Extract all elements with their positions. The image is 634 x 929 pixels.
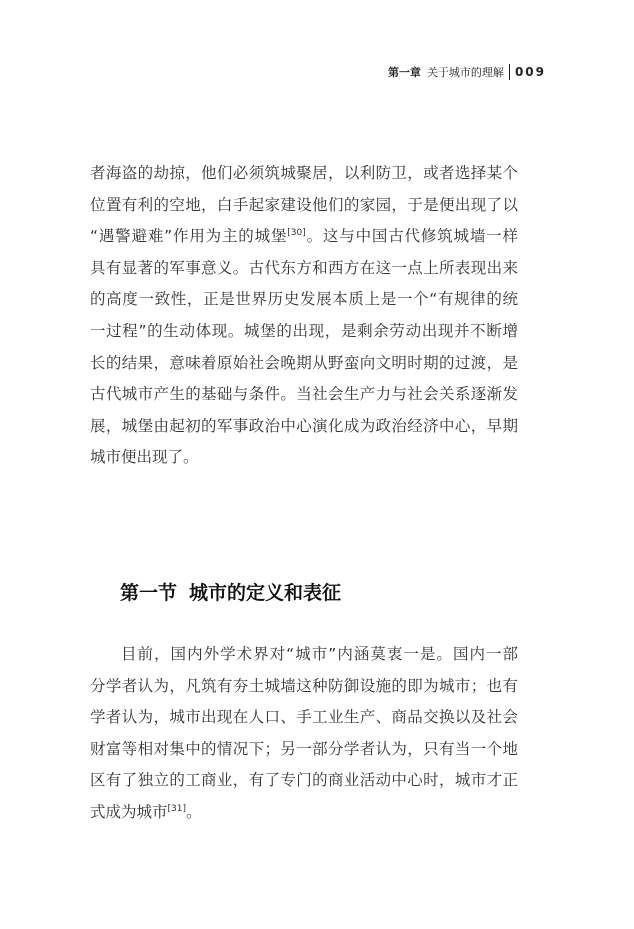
paragraph-text: “遇警避难”作用为主的城堡 (90, 227, 288, 246)
running-head-divider (509, 64, 510, 80)
section-title: 城市的定义和表征 (189, 582, 342, 604)
paragraph-line: 财富等相对集中的情况下；另一部分学者认为，只有当一个地 (90, 739, 518, 758)
paragraph-line: 的高度一致性，正是世界历史发展本质上是一个“有规律的统 (90, 290, 518, 309)
citation-ref-31[interactable]: [31] (167, 803, 186, 814)
citation-ref-30[interactable]: [30] (287, 228, 306, 239)
paragraph-line: 学者认为，城市出现在人口、手工业生产、商品交换以及社会 (90, 708, 518, 727)
paragraph-line-with-citation (90, 221, 518, 253)
paragraph-line: 长的结果，意味着原始社会晚期从野蛮向文明时期的过渡，是 (90, 353, 518, 372)
paragraph-line: 城市便出现了。 (90, 448, 199, 467)
paragraph-line: 一过程”的生动体现。城堡的出现，是剩余劳动出现并不断增 (90, 321, 518, 340)
paragraph-line: 分学者认为，凡筑有夯土城墙这种防御设施的即为城市；也有 (90, 676, 518, 695)
running-head (388, 64, 546, 80)
paragraph-text: 。 (186, 802, 202, 821)
body-paragraph-2 (90, 639, 518, 829)
chapter-label: 第一章 (387, 66, 421, 79)
paragraph-line: 位置有利的空地，白手起家建设他们的家园，于是便出现了以 (90, 195, 518, 214)
paragraph-line: 目前，国内外学术界对“城市”内涵莫衷一是。国内一部 (121, 645, 518, 663)
paragraph-text: 式成为城市 (90, 802, 168, 821)
section-heading (120, 578, 341, 605)
paragraph-line-with-citation (90, 797, 518, 829)
paragraph-line: 区有了独立的工商业，有了专门的商业活动中心时，城市才正 (90, 771, 518, 790)
section-number: 第一节 (120, 582, 178, 604)
paragraph-text: 。这与中国古代修筑城墙一样 (305, 227, 518, 246)
page-number: 009 (514, 65, 546, 79)
body-paragraph-1 (90, 158, 518, 474)
chapter-title: 关于城市的理解 (426, 66, 504, 79)
paragraph-line: 古代城市产生的基础与条件。当社会生产力与社会关系逐渐发 (90, 385, 518, 404)
paragraph-line: 展，城堡由起初的军事政治中心演化成为政治经济中心，早期 (90, 416, 518, 435)
paragraph-line: 者海盗的劫掠，他们必须筑城聚居，以利防卫，或者选择某个 (90, 164, 518, 182)
paragraph-line: 具有显著的军事意义。古代东方和西方在这一点上所表现出来 (90, 258, 518, 277)
